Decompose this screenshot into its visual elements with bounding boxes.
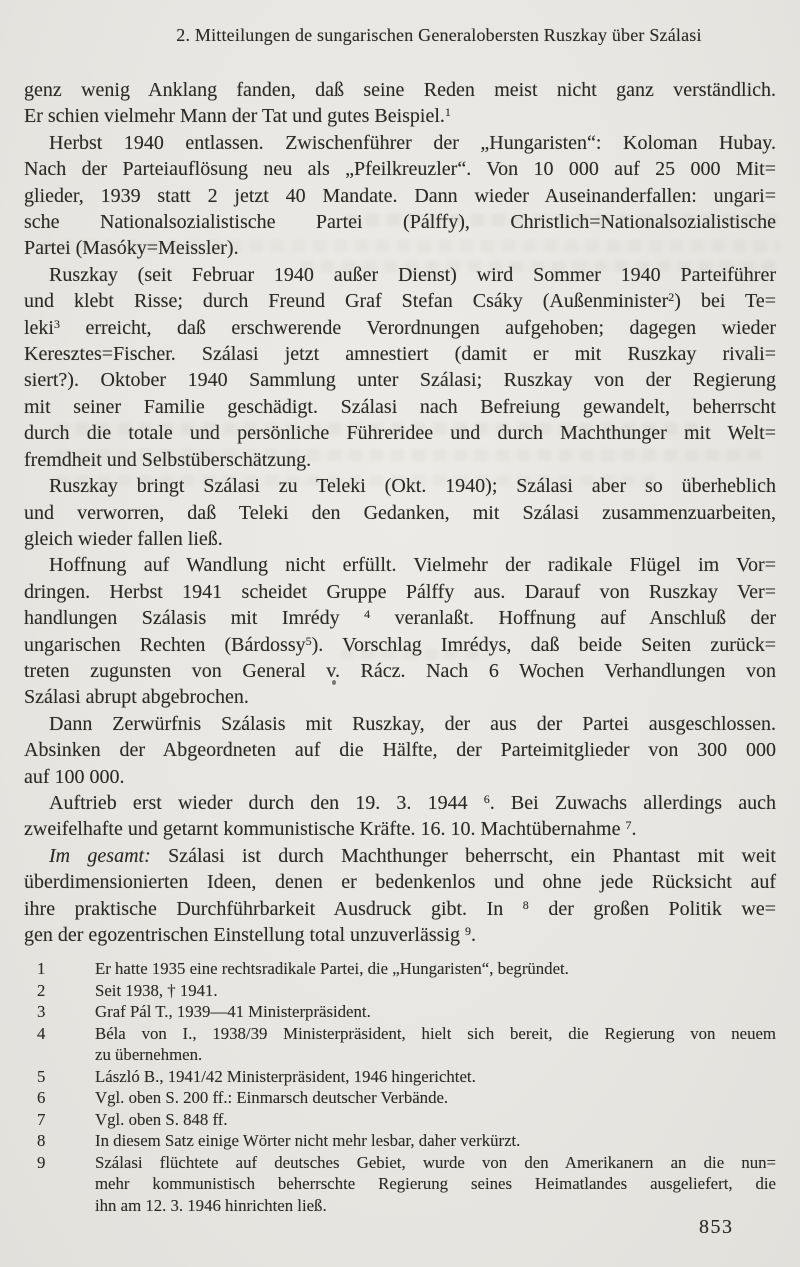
text-segment: gen der egozentrischen Einstellung total unzuverlässig [24, 924, 465, 946]
text-line [24, 737, 776, 763]
text-segment: auf 100 000. [24, 765, 125, 788]
text-segment: László B., 1941/42 Ministerpräsident, 1946 hingerichtet. [95, 1066, 476, 1086]
footnote-number: 5 [37, 1066, 46, 1086]
footnote-ref: 5 [305, 633, 312, 648]
paragraph [24, 552, 776, 710]
text-segment: Auftrieb erst wieder durch den 19. 3. 1944 [49, 791, 484, 814]
text-line [24, 869, 776, 895]
paragraph [24, 473, 776, 552]
text-segment: Im gesamt: [49, 844, 151, 867]
text-segment: Szálasi abrupt abgebrochen. [24, 686, 249, 709]
text-segment: Keresztes=Fischer. Szálasi jetzt amnestiert (damit er mit Ruszkay rivali= [24, 343, 776, 366]
running-header: 2. Mitteilungen de sungarischen Generalobersten Ruszkay über Szálasi [176, 25, 702, 45]
text-segment: überdimensionierten Ideen, denen er bedenkenlos und ohne jede Rücksicht auf [24, 871, 776, 894]
footnote-text [95, 958, 776, 980]
text-segment: mehr kommunistisch beherrschte Regierung seines Heimatlandes ausgeliefert, die [95, 1174, 776, 1193]
text-line [24, 394, 776, 420]
footnote-ref: 1 [444, 105, 451, 120]
text-segment: mit seiner Familie geschädigt. Szálasi nach Befreiung gewandelt, beherrscht [24, 395, 776, 418]
text-segment: Vgl. oben S. 848 ff. [95, 1109, 228, 1129]
text-line [24, 235, 776, 261]
text-segment: Vgl. oben S. 200 ff.: Einmarsch deutscher Verbände. [95, 1088, 449, 1107]
page-number: 853 [699, 1216, 734, 1238]
footnote [24, 1109, 776, 1131]
text-line [95, 1130, 776, 1152]
text-line [24, 420, 776, 446]
text-segment: Partei (Masóky=Meissler). [24, 237, 239, 260]
footnote [24, 1066, 776, 1088]
paragraph [24, 77, 776, 130]
text-line [95, 980, 776, 1002]
text-segment: dringen. Herbst 1941 scheidet Gruppe Pálffy aus. Darauf von Ruszkay Ver= [24, 580, 776, 603]
text-line [95, 1152, 776, 1174]
text-segment: erreicht, daß erschwerende Verordnungen aufgehoben; dagegen wieder [60, 316, 776, 339]
text-segment: handlungen Szálasis mit Imrédy [24, 607, 365, 630]
text-segment: Dann Zerwürfnis Szálasis mit Ruszkay, der aus der Partei ausgeschlossen. [49, 712, 776, 735]
text-line [95, 1195, 776, 1217]
text-line [24, 77, 776, 103]
footnote-text [95, 1001, 776, 1023]
text-line [24, 288, 776, 314]
text-segment: ungarischen Rechten (Bárdossy [24, 633, 306, 656]
footnote-ref: 9 [464, 924, 471, 938]
text-segment: In diesem Satz einige Wörter nicht mehr lesbar, daher verkürzt. [95, 1131, 521, 1150]
text-line [24, 605, 776, 631]
text-line [95, 1023, 776, 1045]
text-line [95, 1001, 776, 1023]
text-segment: siert?). Oktober 1940 Sammlung unter Szálasi; Ruszkay von der Regierung [24, 369, 776, 392]
text-line [24, 632, 776, 658]
paragraph [24, 711, 776, 790]
footnote-number: 1 [37, 959, 46, 978]
footnote [24, 1130, 776, 1152]
footnote-text [95, 1152, 776, 1217]
footnote-ref: 8 [522, 897, 529, 912]
text-line [24, 315, 776, 341]
text-line [24, 526, 776, 552]
text-segment: ). Vorschlag Imrédys, daß beide Seiten zurück= [311, 633, 777, 656]
footnote-number: 4 [37, 1023, 46, 1043]
footnote-ref: 2 [668, 290, 675, 305]
footnote-ref: 6 [483, 791, 490, 806]
paragraph [24, 843, 776, 949]
text-line [24, 684, 776, 710]
text-segment: veranlaßt. Hoffnung auf Anschluß der [370, 607, 777, 630]
text-segment: fremdheit und Selbstüberschätzung. [24, 448, 312, 471]
text-segment: sche Nationalsozialistische Partei (Pálffy), Christlich=Nationalsozialistische [24, 211, 776, 234]
text-line [24, 711, 776, 737]
footnote-text [95, 1109, 776, 1131]
text-line [24, 473, 776, 499]
text-line [24, 843, 776, 869]
footnote-number: 9 [37, 1152, 46, 1172]
text-segment: Er schien vielmehr Mann der Tat und gutes Beispiel. [24, 105, 445, 128]
text-segment: zweifelhafte und getarnt kommunistische Kräfte. 16. 10. Machtübernahme [24, 818, 626, 841]
text-line [95, 1066, 776, 1088]
text-line [24, 552, 776, 578]
text-segment: ) bei Te= [674, 290, 776, 313]
text-line [95, 1109, 776, 1131]
text-segment: und klebt Risse; durch Freund Graf Stefan Csáky (Außenminister [24, 290, 669, 313]
text-segment: Graf Pál T., 1939—41 Ministerpräsident. [95, 1002, 371, 1021]
paragraph [24, 262, 776, 473]
text-segment: glieder, 1939 statt 2 jetzt 40 Mandate. Dann wieder Auseinanderfallen: ungari= [24, 184, 776, 207]
text-segment: Absinken der Abgeordneten auf die Hälfte, der Parteimitglieder von 300 000 [24, 739, 776, 762]
text-segment: Hoffnung auf Wandlung nicht erfüllt. Vielmehr der radikale Flügel im Vor= [49, 554, 776, 577]
footnote [24, 1152, 776, 1217]
text-segment: Béla von I., 1938/39 Ministerpräsident, hielt sich bereit, die Regierung von neuem [95, 1023, 776, 1043]
footnote-text [95, 1130, 776, 1152]
text-segment: der großen Politik we= [528, 897, 776, 920]
text-line [24, 922, 776, 948]
text-segment: Er hatte 1935 eine rechtsradikale Partei, die „Hungaristen“, begründet. [95, 959, 569, 978]
text-line [24, 579, 776, 605]
footnote-ref: 7 [625, 818, 632, 833]
footnote [24, 958, 776, 980]
text-segment: Seit 1938, † 1941. [95, 980, 218, 1000]
text-line [24, 156, 776, 182]
footnote-number: 6 [37, 1088, 46, 1107]
text-segment: ihre praktische Durchführbarkeit Ausdruck gibt. In [24, 897, 523, 920]
text-line [24, 341, 776, 367]
footnote [24, 980, 776, 1002]
footnote-number: 2 [37, 980, 46, 1000]
text-line [24, 764, 776, 790]
footnote [24, 1001, 776, 1023]
footnote-text [95, 1087, 776, 1109]
text-segment: genz wenig Anklang fanden, daß seine Reden meist nicht ganz verständlich. [24, 79, 776, 101]
text-line [95, 958, 776, 980]
text-segment: ihn am 12. 3. 1946 hinrichten ließ. [95, 1195, 327, 1215]
footnote [24, 1087, 776, 1109]
footnote-ref: 3 [54, 316, 60, 331]
text-segment: zu übernehmen. [95, 1045, 203, 1064]
footnotes [24, 958, 776, 1216]
text-segment: und verworren, daß Teleki den Gedanken, mit Szálasi zusammenzuarbeiten, [24, 501, 776, 524]
text-segment: Szálasi ist durch Machthunger beherrscht, ein Phantast mit weit [150, 844, 776, 867]
text-segment: Herbst 1940 entlassen. Zwischenführer der „Hungaristen“: Koloman Hubay. [49, 131, 776, 154]
paragraph [24, 790, 776, 843]
text-segment: treten zugunsten von General v. Rácz. Nach 6 Wochen Verhandlungen von [24, 659, 776, 682]
text-segment: gleich wieder fallen ließ. [24, 527, 223, 550]
text-line [95, 1044, 776, 1066]
footnote-text [95, 1066, 776, 1088]
text-segment: leki [24, 316, 54, 339]
paragraph [24, 130, 776, 262]
footnote-text [95, 980, 776, 1002]
text-line [24, 658, 776, 684]
text-line [24, 896, 776, 922]
text-segment: . Bei Zuwachs allerdings auch [489, 791, 777, 814]
text-line [95, 1087, 776, 1109]
text-segment: Ruszkay bringt Szálasi zu Teleki (Okt. 1940); Szálasi aber so überheblich [49, 475, 776, 498]
footnote-number: 3 [37, 1002, 46, 1021]
text-line [24, 103, 776, 129]
text-line [24, 816, 776, 842]
text-segment: . [470, 924, 476, 946]
body-text [24, 77, 776, 948]
text-line [24, 262, 776, 288]
footnote [24, 1023, 776, 1066]
text-line [24, 367, 776, 393]
footnote-number: 8 [37, 1131, 46, 1150]
text-segment: durch die totale und persönliche Führeridee und durch Machthunger mit Welt= [24, 422, 776, 445]
text-segment: . [631, 818, 637, 841]
footnote-number: 7 [37, 1109, 46, 1129]
text-segment: Szálasi flüchtete auf deutsches Gebiet, wurde von den Amerikanern an die nun= [95, 1152, 776, 1172]
text-line [95, 1173, 776, 1195]
footnote-ref: 4 [364, 607, 371, 622]
text-line [24, 183, 776, 209]
text-segment: Ruszkay (seit Februar 1940 außer Dienst) wird Sommer 1940 Parteiführer [49, 263, 776, 286]
text-segment: Nach der Parteiauflösung neu als „Pfeilkreuzler“. Von 10 000 auf 25 000 Mit= [24, 158, 776, 181]
text-line [24, 447, 776, 473]
text-line [24, 500, 776, 526]
text-line [24, 130, 776, 156]
footnote-text [95, 1023, 776, 1066]
text-line [24, 209, 776, 235]
text-line [24, 790, 776, 816]
